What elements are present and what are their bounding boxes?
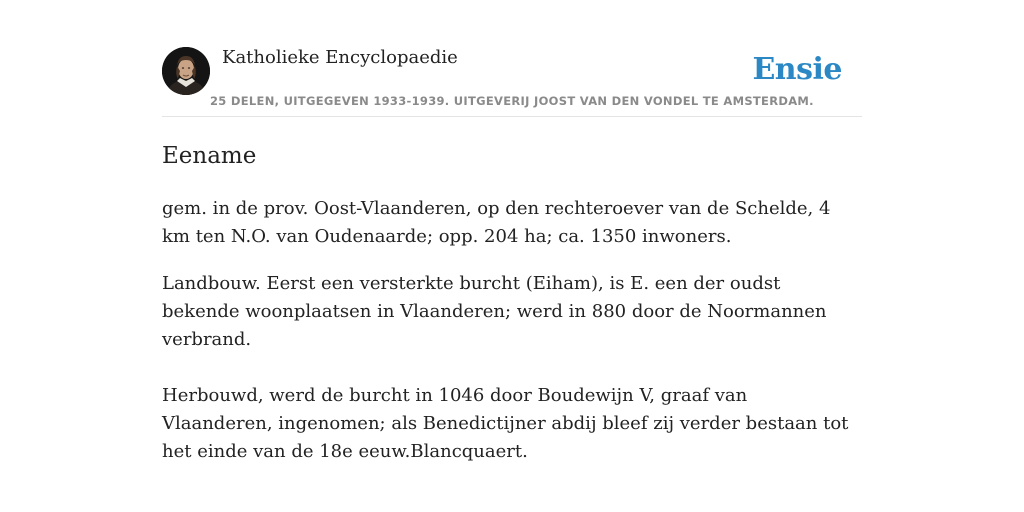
page [162, 0, 862, 466]
portrait-avatar-icon[interactable] [162, 47, 210, 95]
publication-subtitle: 25 DELEN, UITGEGEVEN 1933-1939. UITGEVERIJ JOOST VAN DEN VONDEL TE AMSTERDAM. [210, 94, 814, 108]
entry-paragraph-3: Herbouwd, werd de burcht in 1046 door Boudewijn V, graaf van Vlaanderen, ingenomen; als Benedictijner abdij bleef zij verder bestaan tot het einde van de 18e eeuw.Blancquaert. [162, 385, 849, 462]
entry-paragraph-2: Landbouw. Eerst een versterkte burcht (Eiham), is E. een der oudst bekende woonplaatsen in Vlaanderen; werd in 880 door de Noormannen verbrand. [162, 273, 827, 350]
publication-title[interactable]: Katholieke Encyclopaedie [222, 47, 458, 68]
entry-title: Eename [162, 143, 257, 169]
header [162, 0, 862, 117]
entry-paragraph-1: gem. in de prov. Oost-Vlaanderen, op den rechteroever van de Schelde, 4 km ten N.O. van Oudenaarde; opp. 204 ha; ca. 1350 inwoners. [162, 198, 831, 247]
ensie-logo[interactable]: Ensie [752, 52, 842, 87]
